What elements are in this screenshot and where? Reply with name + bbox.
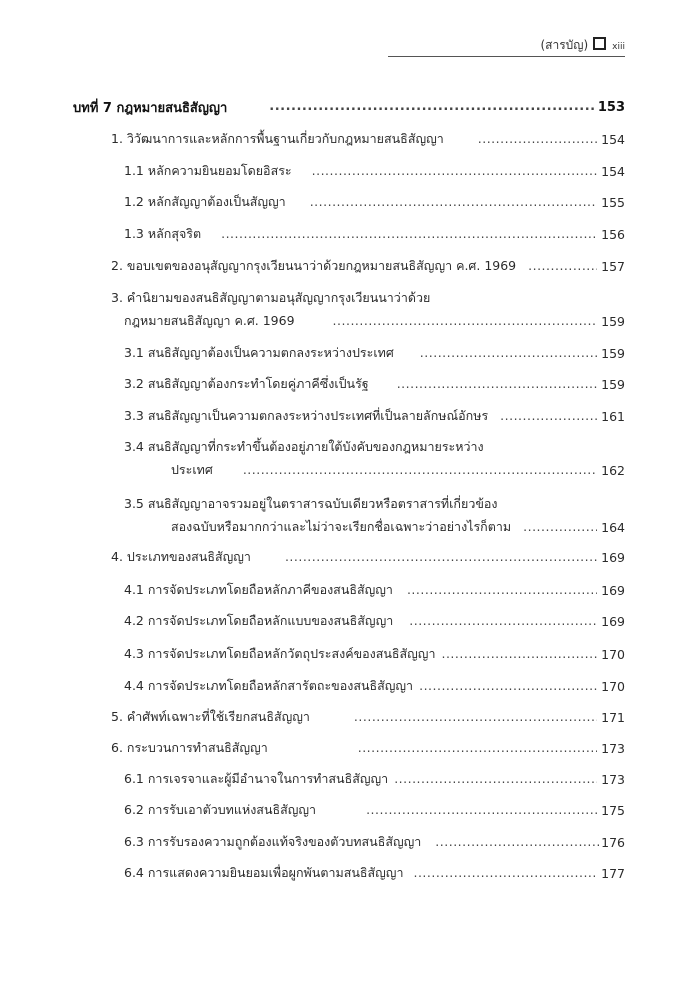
leader-dots	[310, 194, 597, 210]
leader-dots	[354, 709, 597, 725]
leader-dots	[221, 226, 597, 242]
toc-page: 159	[601, 345, 625, 361]
leader-dots	[419, 678, 597, 694]
toc-label: 4.1 การจัดประเภทโดยถือหลักภาคีของสนธิสัญญา	[124, 582, 393, 597]
toc-entry[interactable]	[124, 311, 625, 331]
toc-label: 2. ขอบเขตของอนุสัญญากรุงเวียนนาว่าด้วยกฎหมายสนธิสัญญา ค.ศ. 1969	[111, 258, 517, 273]
toc-page: 154	[601, 163, 625, 179]
leader-dots	[358, 740, 597, 756]
toc-entry[interactable]	[124, 192, 625, 212]
leader-dots	[409, 613, 597, 629]
leader-dots	[528, 258, 597, 274]
square-box-icon	[593, 37, 606, 50]
toc-entry-line1: 3.4 สนธิสัญญาที่กระทำขึ้นต้องอยู่ภายใต้บังคับของกฎหมายระหว่าง	[124, 439, 484, 454]
toc-entry[interactable]	[124, 676, 625, 696]
toc-page: 177	[601, 865, 625, 881]
toc-label: 6.4 การแสดงความยินยอมเพื่อผูกพันตามสนธิสัญญา	[124, 865, 404, 880]
toc-page: 162	[601, 462, 625, 478]
toc-entry[interactable]	[111, 547, 625, 567]
toc-label: บทที่ 7 กฎหมายสนธิสัญญา	[73, 100, 228, 116]
leader-dots	[333, 313, 598, 329]
leader-dots	[420, 345, 597, 361]
toc-page: 173	[601, 771, 625, 787]
toc-label: 6. กระบวนการทำสนธิสัญญา	[111, 740, 268, 755]
toc-entry[interactable]	[171, 460, 625, 480]
toc-entry[interactable]	[124, 374, 625, 394]
toc-label: 4.4 การจัดประเภทโดยถือหลักสารัตถะของสนธิสัญญา	[124, 678, 414, 693]
leader-dots	[500, 408, 597, 424]
toc-label: 1. วิวัฒนาการและหลักการพื้นฐานเกี่ยวกับกฎหมายสนธิสัญญา	[111, 131, 444, 146]
toc-label: 6.3 การรับรองความถูกต้องแท้จริงของตัวบทสนธิสัญญา	[124, 834, 422, 849]
toc-label: 1.2 หลักสัญญาต้องเป็นสัญญา	[124, 194, 286, 209]
toc-label: 1.1 หลักความยินยอมโดยอิสระ	[124, 163, 292, 178]
leader-dots	[441, 646, 597, 662]
toc-page: 161	[601, 408, 625, 424]
toc-entry-line1: 3.5 สนธิสัญญาอาจรวมอยู่ในตราสารฉบับเดียวหรือตราสารที่เกี่ยวข้อง	[124, 496, 498, 511]
toc-entry[interactable]	[111, 738, 625, 758]
toc-page: 157	[601, 258, 625, 274]
leader-dots	[312, 163, 598, 179]
toc-entry[interactable]	[124, 580, 625, 600]
running-head-section: (สารบัญ)	[540, 38, 589, 52]
running-head	[388, 36, 625, 56]
toc-page: 171	[601, 709, 625, 725]
toc-entry[interactable]	[124, 800, 625, 820]
toc-entry[interactable]	[124, 343, 625, 363]
toc-page: 175	[601, 802, 625, 818]
toc-entry[interactable]	[124, 406, 625, 426]
toc-page: 154	[601, 131, 625, 147]
toc-entry[interactable]	[111, 256, 625, 276]
toc-entry[interactable]	[124, 769, 625, 789]
leader-dots	[478, 131, 597, 147]
running-head-page: xiii	[612, 42, 625, 52]
leader-dots	[243, 462, 597, 478]
toc-label: 5. คำศัพท์เฉพาะที่ใช้เรียกสนธิสัญญา	[111, 709, 310, 724]
toc-entry[interactable]	[124, 611, 625, 631]
toc-label: 4. ประเภทของสนธิสัญญา	[111, 549, 251, 564]
header-rule	[388, 56, 625, 57]
toc-entry[interactable]	[124, 863, 625, 883]
toc-label: 6.1 การเจรจาและผู้มีอำนาจในการทำสนธิสัญญา	[124, 771, 389, 786]
toc-page: 164	[601, 519, 625, 535]
toc-chapter[interactable]	[73, 97, 625, 117]
toc-entry[interactable]	[171, 517, 625, 537]
toc-label: 4.2 การจัดประเภทโดยถือหลักแบบของสนธิสัญญา	[124, 613, 394, 628]
toc-label: 6.2 การรับเอาตัวบทแห่งสนธิสัญญา	[124, 802, 317, 817]
toc-entry[interactable]	[124, 161, 625, 181]
toc-label: 1.3 หลักสุจริต	[124, 226, 202, 241]
leader-dots	[394, 771, 597, 787]
leader-dots	[285, 549, 597, 565]
toc-entry[interactable]	[111, 707, 625, 727]
leader-dots	[397, 376, 597, 392]
toc-page: 169	[601, 549, 625, 565]
leader-dots	[435, 834, 601, 850]
toc-page: 153	[597, 99, 625, 115]
toc-page: 156	[601, 226, 625, 242]
toc-page: 173	[601, 740, 625, 756]
leader-dots	[413, 865, 597, 881]
toc-entry[interactable]	[111, 129, 625, 149]
leader-dots	[269, 99, 594, 115]
toc-page: 159	[601, 376, 625, 392]
toc-entry[interactable]	[124, 832, 625, 852]
leader-dots	[523, 519, 597, 535]
toc-page: 170	[601, 646, 625, 662]
toc-page: 155	[601, 194, 625, 210]
toc-page: 169	[601, 582, 625, 598]
toc-page: 169	[601, 613, 625, 629]
toc-label: 3.3 สนธิสัญญาเป็นความตกลงระหว่างประเทศที่เป็นลายลักษณ์อักษร	[124, 408, 489, 423]
toc-entry[interactable]	[124, 224, 625, 244]
toc-label: ประเทศ	[171, 462, 213, 477]
toc-label: สองฉบับหรือมากกว่าและไม่ว่าจะเรียกชื่อเฉพาะว่าอย่างไรก็ตาม	[171, 519, 512, 534]
toc-label: กฎหมายสนธิสัญญา ค.ศ. 1969	[124, 313, 295, 328]
toc-label: 4.3 การจัดประเภทโดยถือหลักวัตถุประสงค์ของสนธิสัญญา	[124, 646, 436, 661]
toc-entry[interactable]	[124, 644, 625, 664]
toc-page: 159	[601, 313, 625, 329]
toc-page: 176	[601, 834, 625, 850]
toc-page: 170	[601, 678, 625, 694]
toc-label: 3.1 สนธิสัญญาต้องเป็นความตกลงระหว่างประเทศ	[124, 345, 394, 360]
leader-dots	[407, 582, 597, 598]
leader-dots	[366, 802, 597, 818]
toc-entry-line1: 3. คำนิยามของสนธิสัญญาตามอนุสัญญากรุงเวียนนาว่าด้วย	[111, 290, 431, 305]
toc-label: 3.2 สนธิสัญญาต้องกระทำโดยคู่ภาคีซึ่งเป็นรัฐ	[124, 376, 369, 391]
